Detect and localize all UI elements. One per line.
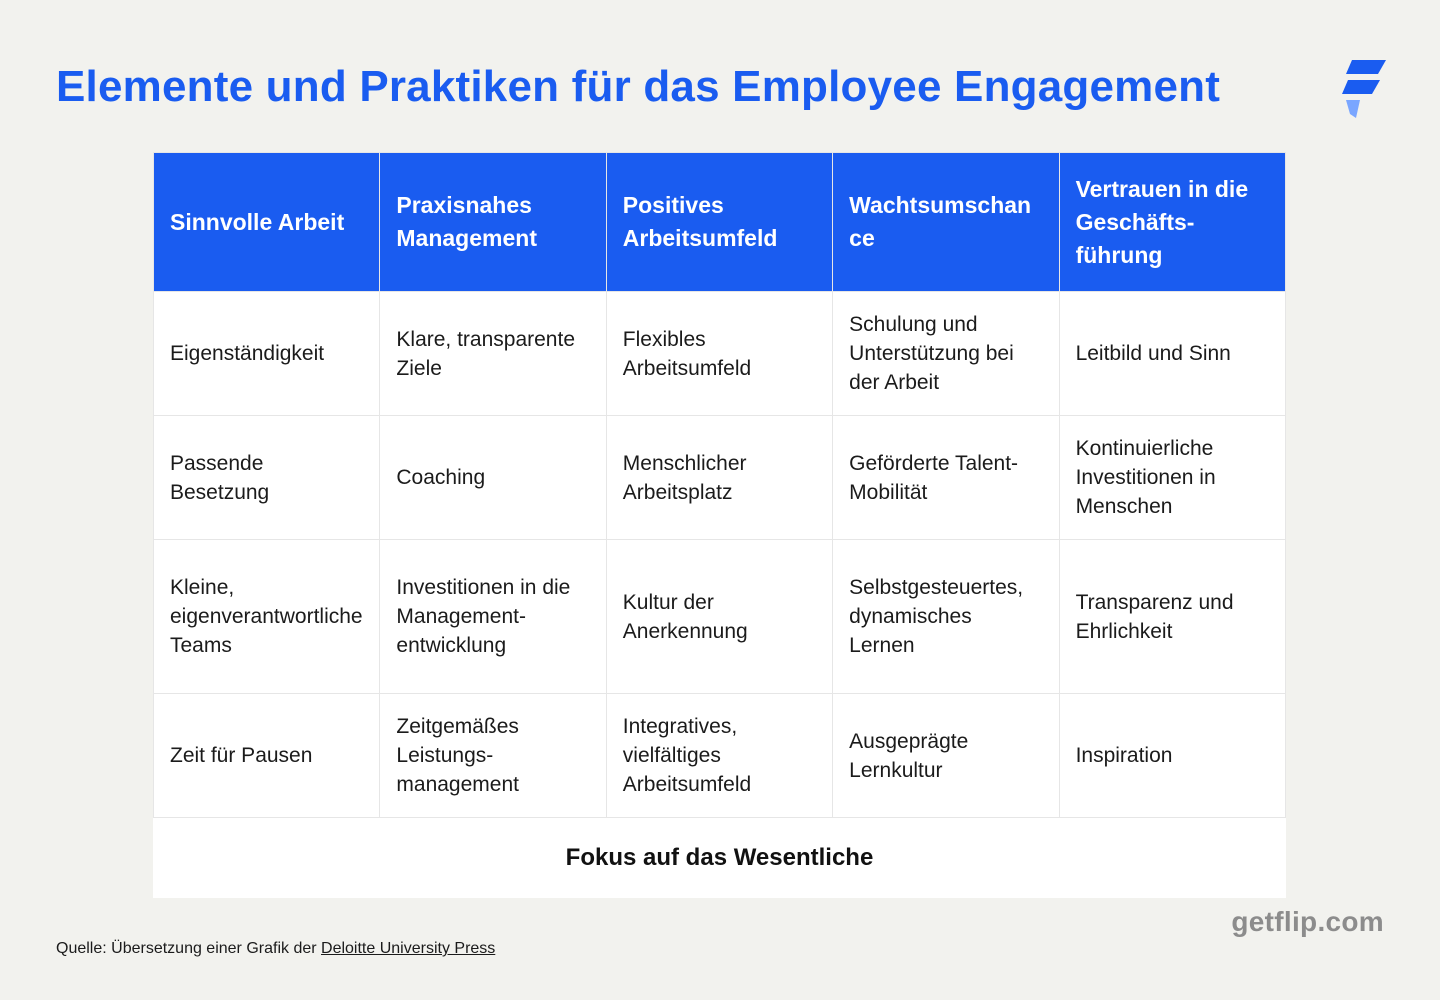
table-cell: Inspiration	[1059, 694, 1285, 818]
source-prefix: Quelle: Übersetzung einer Grafik der	[56, 940, 322, 957]
page-title: Elemente und Praktiken für das Employee Engagement	[56, 62, 1221, 111]
table-row	[154, 540, 1286, 694]
table-cell: Transparenz und Ehrlichkeit	[1059, 540, 1285, 694]
table-cell: Zeit für Pausen	[154, 694, 380, 818]
brand-url: getflip.com	[1231, 906, 1384, 937]
table-footer-row	[154, 818, 1286, 899]
table-row	[154, 694, 1286, 818]
table-cell: Geförderte Talent-Mobilität	[833, 416, 1059, 540]
table-cell: Investitionen in die Managemententwicklung	[380, 540, 606, 694]
table-cell: Klare, transparente Ziele	[380, 292, 606, 416]
table-cell: Flexibles Arbeitsumfeld	[606, 292, 832, 416]
table-row	[154, 292, 1286, 416]
flip-logo-icon	[1340, 56, 1390, 122]
source-link[interactable]: Deloitte University Press	[321, 940, 496, 957]
table-cell: Selbstgesteuertes, dynamisches Lernen	[833, 540, 1059, 694]
table-cell: Eigenständigkeit	[154, 292, 380, 416]
table-cell: Kultur der Anerkennung	[606, 540, 832, 694]
table-header-row	[154, 153, 1286, 292]
column-header: Wachtsumschance	[833, 153, 1059, 292]
table-cell: Zeitgemäßes Leistungsmanagement	[380, 694, 606, 818]
table-cell: Menschlicher Arbeitsplatz	[606, 416, 832, 540]
table-cell: Ausgeprägte Lernkultur	[833, 694, 1059, 818]
column-header: Praxisnahes Management	[380, 153, 606, 292]
table-cell: Coaching	[380, 416, 606, 540]
table-cell: Kleine, eigenverantwortliche Teams	[154, 540, 380, 694]
engagement-table	[153, 152, 1286, 898]
table-row	[154, 416, 1286, 540]
column-header: Vertrauen in die Geschäftsführung	[1059, 153, 1285, 292]
table-cell: Passende Besetzung	[154, 416, 380, 540]
column-header: Sinnvolle Arbeit	[154, 153, 380, 292]
footer-cell: Fokus auf das Wesentliche	[154, 818, 1286, 899]
source-note	[56, 940, 495, 958]
table-cell: Leitbild und Sinn	[1059, 292, 1285, 416]
table-cell: Schulung und Unterstützung bei der Arbeit	[833, 292, 1059, 416]
table-cell: Integratives, vielfältiges Arbeitsumfeld	[606, 694, 832, 818]
table-cell: Kontinuierliche Investitionen in Menschen	[1059, 416, 1285, 540]
column-header: Positives Arbeitsumfeld	[606, 153, 832, 292]
